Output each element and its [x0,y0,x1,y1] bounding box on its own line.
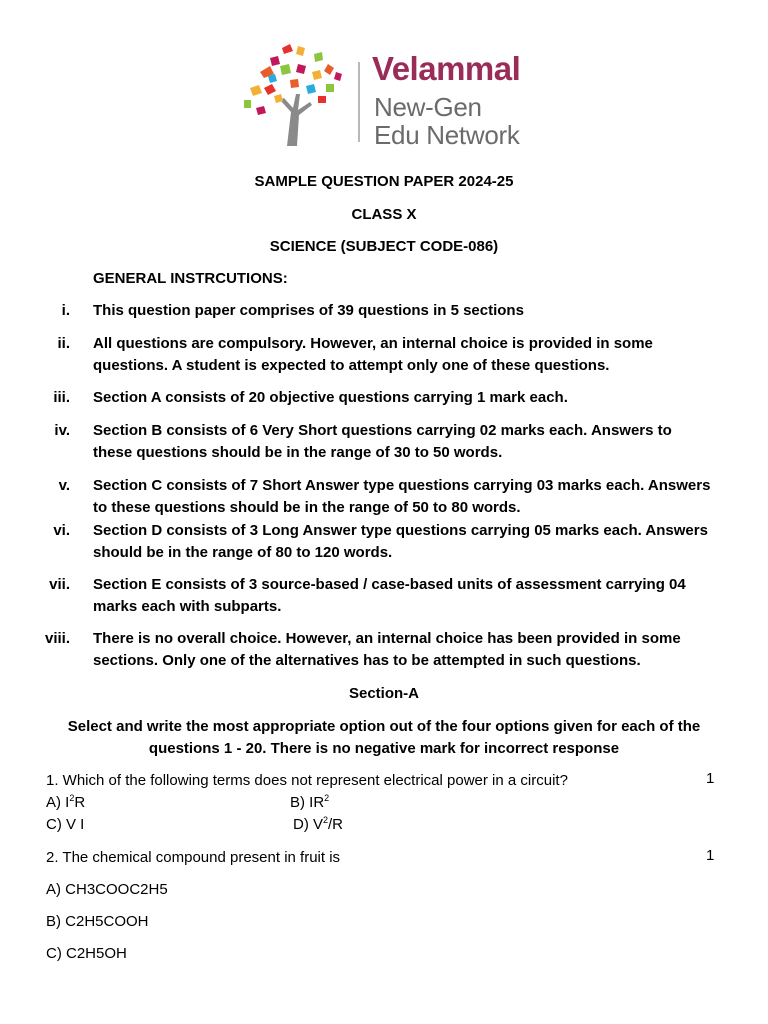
logo-divider [358,62,360,142]
question-2-mark: 1 [706,847,715,864]
question-1-option-c: C) V I [46,816,85,833]
tree-logo-icon [240,42,350,148]
logo-wordmark-line1: Velammal [372,50,521,87]
instruction-text: Section E consists of 3 source-based / case-based units of assessment carrying 04 marks each with subparts. [93,576,686,615]
paper-title: SAMPLE QUESTION PAPER 2024-25 [254,173,514,190]
instruction-text: This question paper comprises of 39 questions in 5 sections [93,302,524,319]
instruction-number: i. [61,302,70,319]
instruction-text: Section C consists of 7 Short Answer type questions carrying 03 marks each. Answers to these questions should be in the range of 50 to 80 words. [93,477,711,516]
instruction-text: Section A consists of 20 objective questions carrying 1 mark each. [93,389,568,406]
instruction-text: Section B consists of 6 Very Short questions carrying 02 marks each. Answers to these questions should be in the range of 30 to 50 words. [93,422,672,461]
logo-wordmark-line2: New-Gen [374,92,482,122]
question-1-mark: 1 [706,770,715,787]
question-1-text: 1. Which of the following terms does not represent electrical power in a circuit? [46,772,568,789]
question-2-option-c: C) C2H5OH [46,945,127,962]
question-2-option-b: B) C2H5COOH [46,913,149,930]
question-1-option-b: B) $IR^2$ [290,793,330,811]
section-title: Section-A [348,685,419,702]
subject-heading: SCIENCE (SUBJECT CODE-086) [269,238,499,255]
instruction-text: There is no overall choice. However, an internal choice has been provided in some sections. Only one of the alternatives has to be attempted in such questions. [93,630,681,669]
section-directions: Select and write the most appropriate option out of the four options given for each of the questions 1 - 20. There is no negative mark for incorrect response [67,718,701,757]
logo-wordmark-line3: Edu Network [374,120,520,150]
instruction-number: iv. [54,422,70,439]
instruction-number: ii. [57,335,70,352]
instruction-number: v. [58,477,70,494]
question-1-option-d: D) $V^2/R$ [293,815,344,833]
class-heading: CLASS X [351,206,417,223]
instruction-number: viii. [44,630,70,647]
question-1-option-a: A) $I^2R$ [46,793,86,811]
instruction-number: vii. [49,576,70,593]
question-paper-page: Velammal New-Gen Edu Network SAMPLE QUESTION PAPER 2024-25 CLASS X SCIENCE (SUBJECT CODE-086) GENERAL INSTRCUTIONS: i. This question paper comprises of 39 questions in 5 sections ii. All questions are compulsory. However, an internal choice is provided in some questions. A student is expected to attempt only one of these questions. iii. Section A consists of 20 objective questions carrying 1 mark each. iv. Section B consists of 6 Very Short questions carrying 02 marks each. Answers to these questions should be in the range of 30 to 50 words. v. Section C consists of 7 Short Answer type questions carrying 03 marks each. Answers to these questions should be in the range of 50 to 80 words. vi. Section D consists of 3 Long Answer type questions carrying 05 marks each. Answers should be in the range of 80 to 120 words. vii. Section E consists of 3 source-based / case-based units of assessment carrying 04 marks each with subparts. viii. There is no overall choice. However, an internal choice has been provided in some sections. Only one of the alternatives has to be attempted in such questions. Section-A Select and write the most appropriate option out of the four options given for each of the questions 1 - 20. There is no negative mark for incorrect response 1. Which of the following terms does not represent electrical power in a circuit? 1 A) $I^2R$ B) $IR^2$ C) V I D) $V^2/R$ 2. The chemical compound present in fruit is 1 A) CH3COOC2H5 B) C2H5COOH C) C2H5OH [0,0,768,1024]
instruction-text: All questions are compulsory. However, an internal choice is provided in some questions. A student is expected to attempt only one of these questions. [93,335,653,374]
question-2-text: 2. The chemical compound present in fruit is [46,849,341,866]
instruction-number: vi. [53,522,70,539]
instruction-number: iii. [53,389,70,406]
logo [240,42,548,150]
instruction-text: Section D consists of 3 Long Answer type questions carrying 05 marks each. Answers should be in the range of 80 to 120 words. [93,522,708,561]
question-2-option-a: A) CH3COOC2H5 [46,881,168,898]
